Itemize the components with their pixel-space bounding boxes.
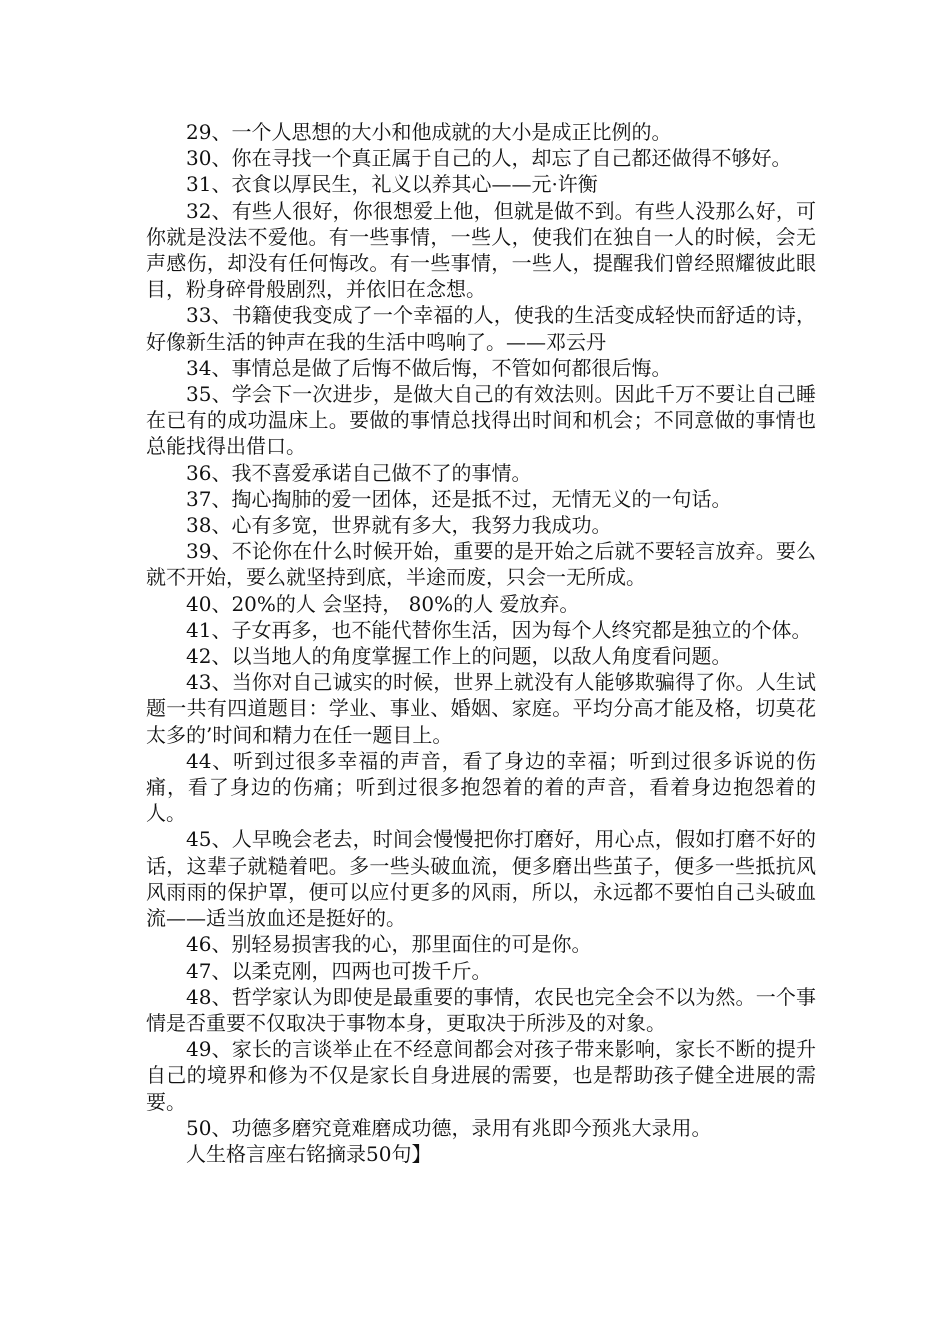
closing-title: 人生格言座右铭摘录50句】 <box>186 1141 432 1166</box>
paragraph-35: 35、学会下一次进步，是做大自己的有效法则。因此千万不要让自己睡在已有的成功温床上。要做的事情总找得出时间和机会；不同意做的事情也总能找得出借口。 <box>146 382 816 459</box>
paragraph-38: 38、心有多宽，世界就有多大，我努力我成功。 <box>186 513 612 538</box>
paragraph-33: 33、书籍使我变成了一个幸福的人，使我的生活变成轻快而舒适的诗，好像新生活的钟声在我的生活中鸣响了。——邓云丹 <box>146 303 816 354</box>
paragraph-40: 40、20%的人 会坚持， 80%的人 爱放弃。 <box>186 591 580 616</box>
paragraph-45: 45、人早晚会老去，时间会慢慢把你打磨好，用心点，假如打磨不好的话，这辈子就糙着吧。多一些头破血流，便多磨出些茧子，便多一些抵抗风风雨雨的保护罩，便可以应付更多的风雨，所以，永远都不要怕自己头破血流——适当放血还是挺好的。 <box>146 827 816 931</box>
paragraph-37: 37、掏心掏肺的爱一团体，还是抵不过，无情无义的一句话。 <box>186 486 732 511</box>
paragraph-42: 42、以当地人的角度掌握工作上的问题，以敌人角度看问题。 <box>186 644 732 669</box>
paragraph-41: 41、子女再多，也不能代替你生活，因为每个人终究都是独立的个体。 <box>186 617 812 642</box>
paragraph-30: 30、你在寻找一个真正属于自己的人，却忘了自己都还做得不够好。 <box>186 146 792 171</box>
paragraph-46: 46、别轻易损害我的心，那里面住的可是你。 <box>186 932 592 957</box>
paragraph-44: 44、听到过很多幸福的声音，看了身边的幸福；听到过很多诉说的伤痛，看了身边的伤痛；听到过很多抱怨着的着的声音，看着身边抱怨着的人。 <box>146 748 816 826</box>
paragraph-39: 39、不论你在什么时候开始，重要的是开始之后就不要轻言放弃。要么就不开始，要么就坚持到底，半途而废，只会一无所成。 <box>146 539 816 590</box>
paragraph-36: 36、我不喜爱承诺自己做不了的事情。 <box>186 460 532 485</box>
paragraph-31: 31、衣食以厚民生，礼义以养其心——元·许衡 <box>186 172 598 197</box>
paragraph-49: 49、家长的言谈举止在不经意间都会对孩子带来影响，家长不断的提升自己的境界和修为不仅是家长自身进展的需要，也是帮助孩子健全进展的需要。 <box>146 1037 816 1114</box>
paragraph-32: 32、有些人很好，你很想爱上他，但就是做不到。有些人没那么好，可你就是没法不爱他。有一些事情，一些人，使我们在独自一人的时候，会无声感伤，却没有任何悔改。有一些事情，一些人，提醒我们曾经照耀彼此眼目，粉身碎骨般剧烈，并依旧在念想。 <box>146 198 816 302</box>
paragraph-50: 50、功德多磨究竟难磨成功德，录用有兆即今预兆大录用。 <box>186 1115 712 1140</box>
paragraph-48: 48、哲学家认为即使是最重要的事情，农民也完全会不以为然。一个事情是否重要不仅取决于事物本身，更取决于所涉及的对象。 <box>146 984 816 1035</box>
paragraph-43: 43、当你对自己诚实的时候，世界上就没有人能够欺骗得了你。人生试题一共有四道题目：学业、事业、婚姻、家庭。平均分高才能及格，切莫花太多的’时间和精力在任一题目上。 <box>146 670 816 747</box>
paragraph-34: 34、事情总是做了后悔不做后悔，不管如何都很后悔。 <box>186 355 672 380</box>
paragraph-29: 29、一个人思想的大小和他成就的大小是成正比例的。 <box>186 120 672 144</box>
document-body <box>146 119 816 1167</box>
paragraph-47: 47、以柔克刚，四两也可拨千斤。 <box>186 958 492 983</box>
